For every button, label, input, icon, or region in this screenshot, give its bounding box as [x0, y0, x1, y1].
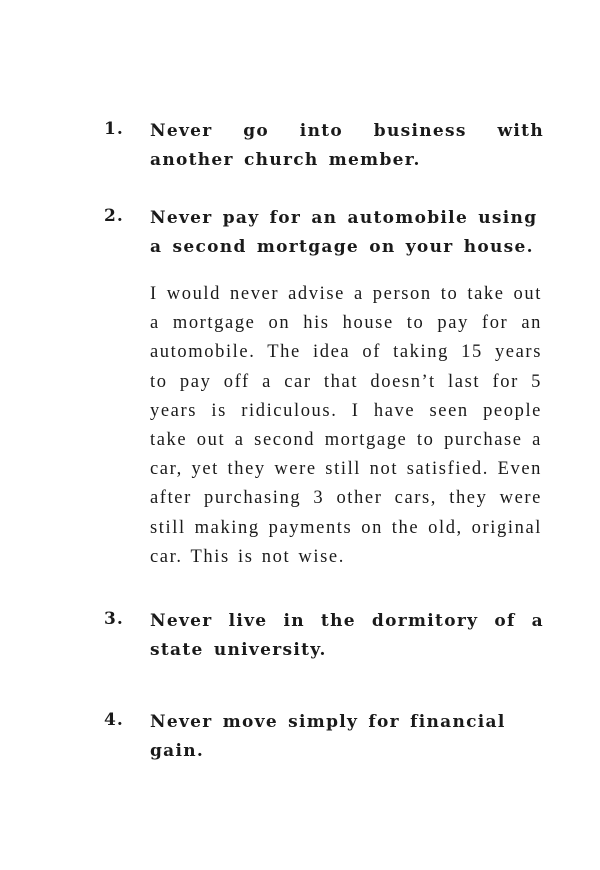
list-number: 4. — [104, 710, 124, 730]
list-heading: Never move simply for financial gain. — [150, 712, 506, 761]
body-paragraph: I would never advise a person to take out a mortgage on his house to pay for an automobile. The idea of taking 15 years to pay off a car that doesn’t last for 5 years is ridiculous. I have seen people take out a second mortgage to purchase a car, yet they were still not satisfied. Even after purchasing 3 other cars, they were still making payments on the old, original car. This is not wise. — [150, 284, 542, 567]
list-number: 1. — [104, 119, 124, 139]
list-heading: Never pay for an automobile using a second mortgage on your house. — [150, 208, 538, 257]
list-number: 3. — [104, 609, 124, 629]
list-heading: Never live in the dormitory of a state university. — [150, 611, 544, 660]
list-number: 2. — [104, 206, 124, 226]
list-heading: Never go into business with another church member. — [150, 121, 544, 170]
